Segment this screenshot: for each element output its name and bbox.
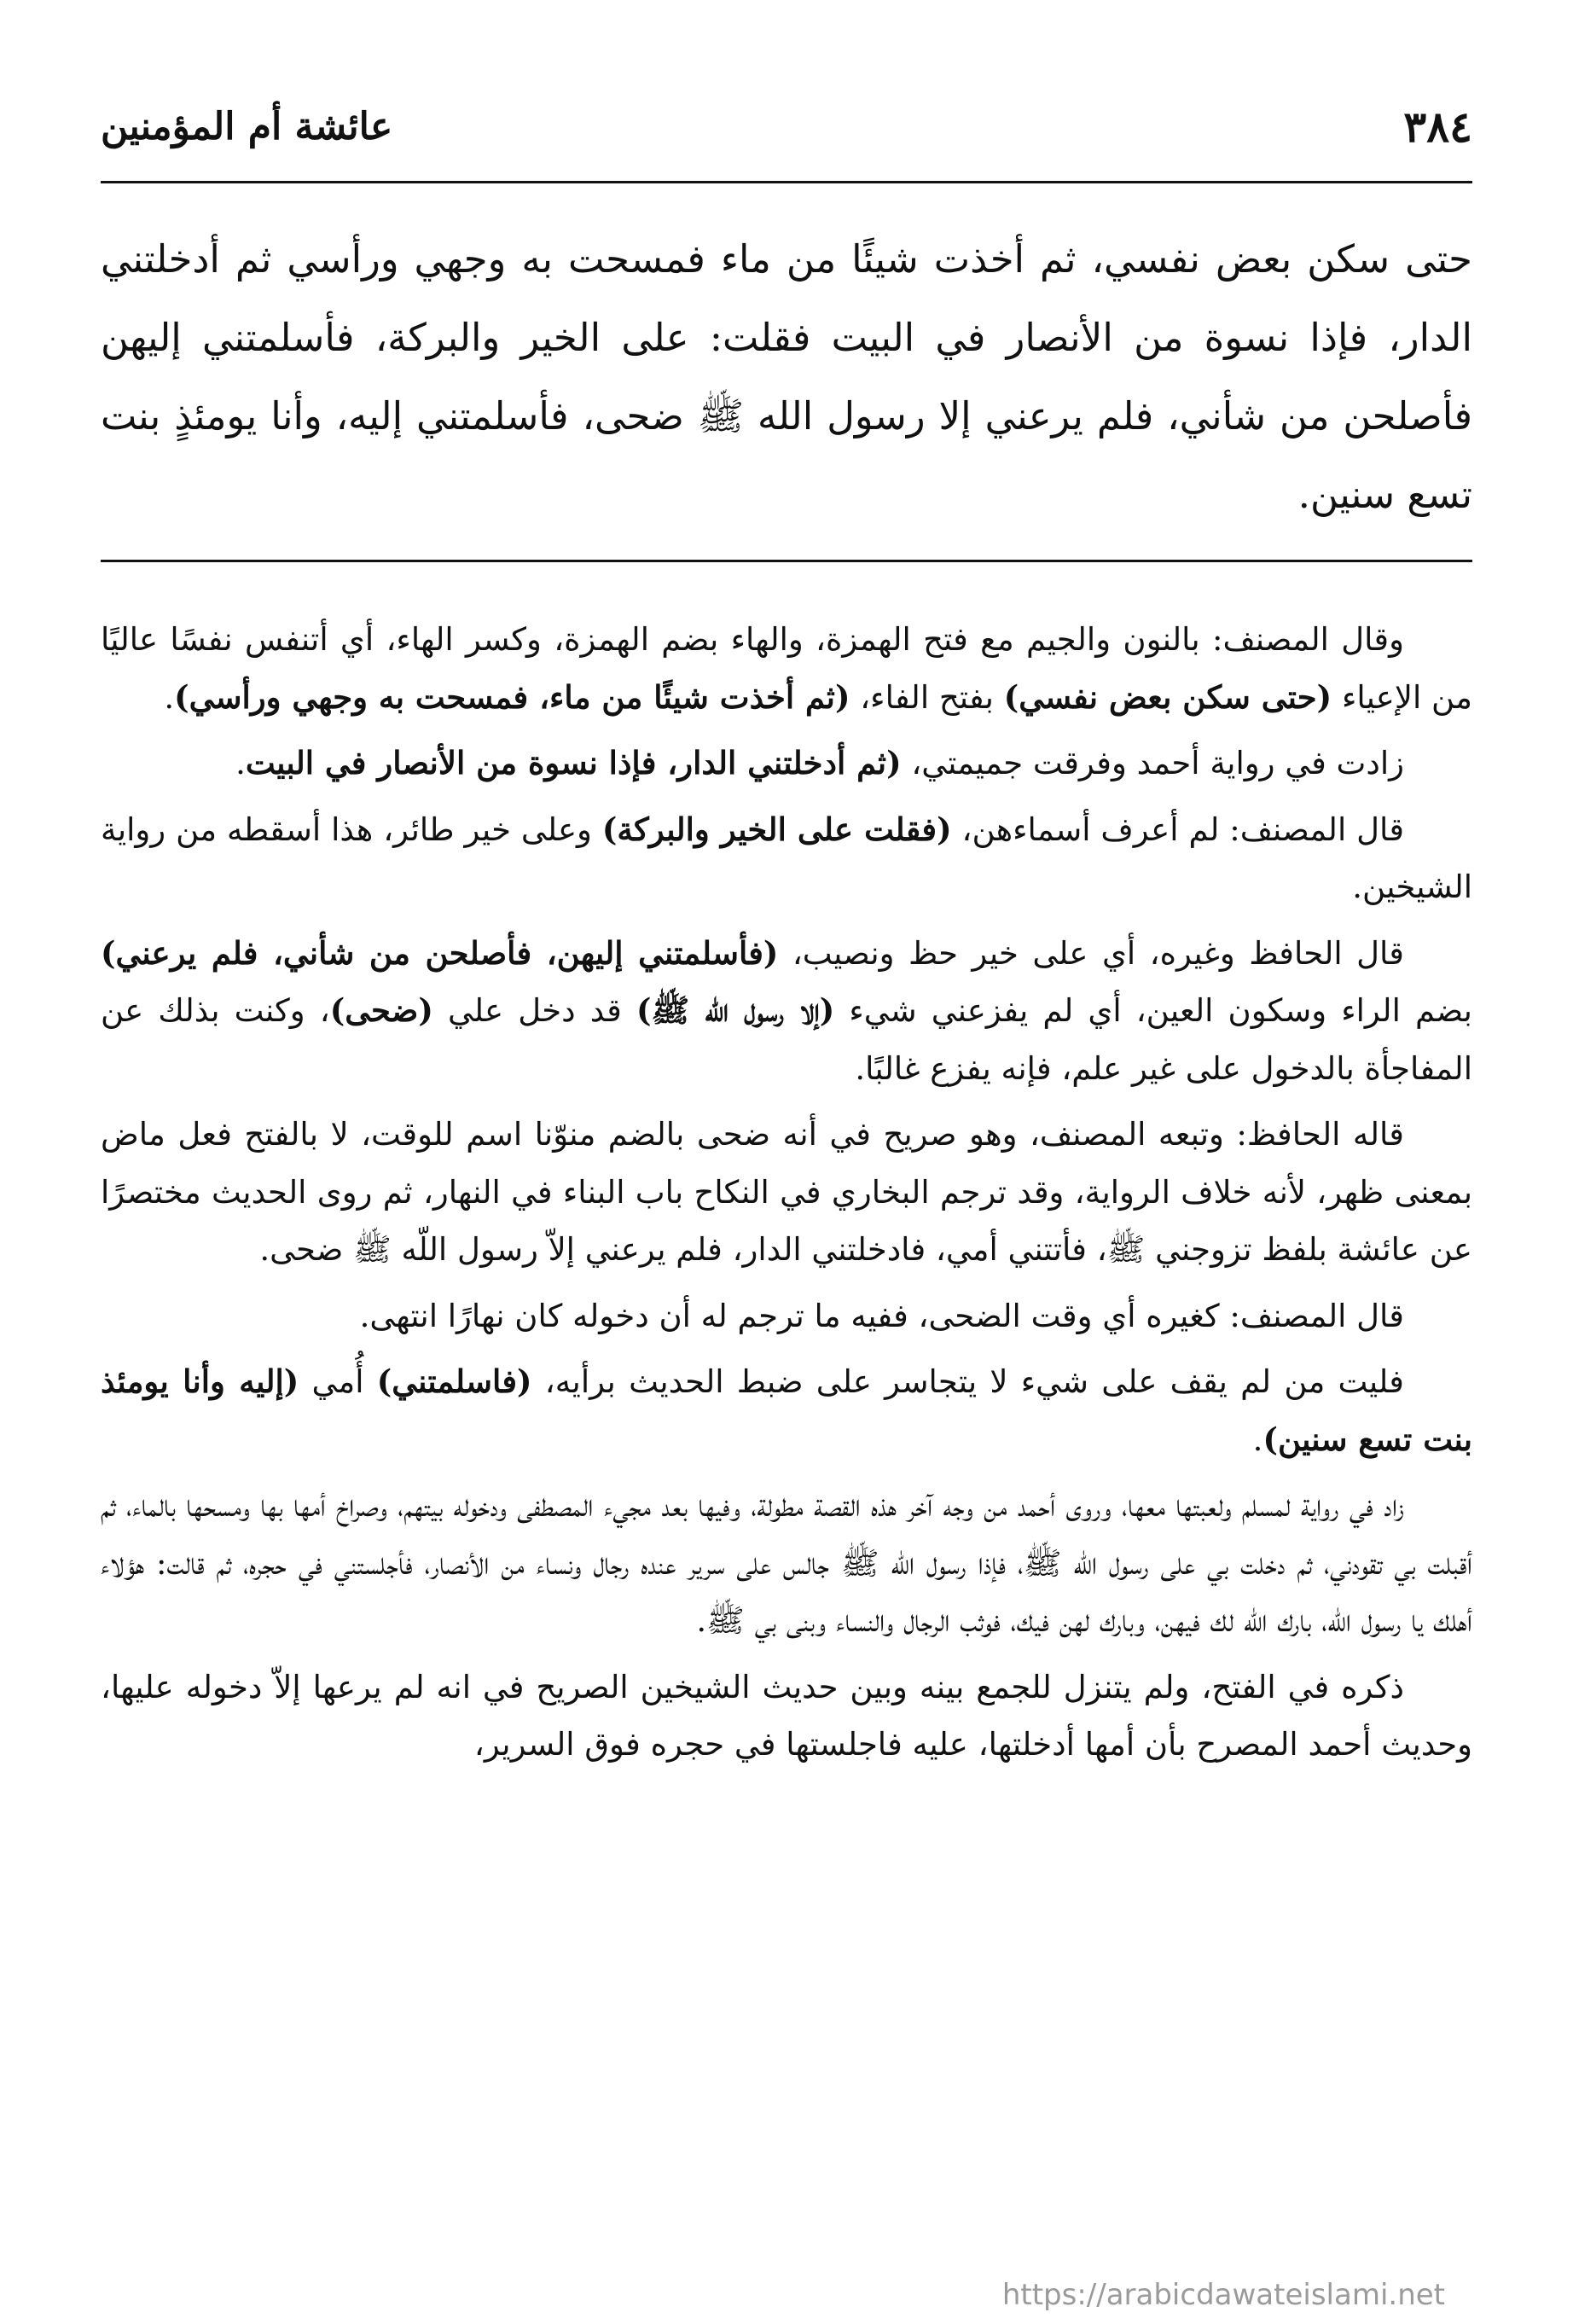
quoted-text: (حتى سكن بعض نفسي) — [1003, 677, 1332, 716]
commentary-paragraph-2 — [101, 735, 1472, 793]
quoted-text: (فأسلمتني إليهن، فأصلحن من شأني، فلم يرعني) — [101, 933, 779, 972]
plain-text: وعلى خير طائر، هذا أسقطه من رواية الشيخين. — [101, 810, 1472, 905]
commentary-paragraph-3 — [101, 801, 1472, 916]
commentary-paragraph-9: ذكره في الفتح، ولم يتنزل للجمع بينه وبين حديث الشيخين الصريح في انه لم يرعها إلاّ دخوله عليها، وحديث أحمد المصرح بأن أمها أدخلتها، عليه فاجلستها في حجره فوق السرير، — [101, 1668, 1472, 1763]
plain-text: قال الحافظ وغيره، أي على خير حظ ونصيب، — [778, 934, 1404, 972]
plain-text: . — [235, 745, 246, 781]
commentary-paragraph-1 — [101, 611, 1472, 726]
quoted-text: (إلا رسول الله ﷺ) — [636, 991, 835, 1029]
quoted-text: (فقلت على الخير والبركة) — [601, 810, 952, 848]
plain-text: ، وكنت بذلك عن المفاجأة بالدخول على غير علم، فإنه يفزع غالبًا. — [101, 992, 1472, 1087]
commentary-block — [101, 611, 1472, 1782]
plain-text: وقال المصنف: بالنون والجيم مع فتح الهمزة، والهاء بضم الهمزة، وكسر الهاء، أي أتنفس نفسًا عاليًا من الإعياء — [101, 621, 1472, 716]
page-header — [101, 92, 1472, 160]
commentary-paragraph-7 — [101, 1353, 1472, 1468]
quoted-text: (إليه وأنا يومئذ بنت تسع سنين) — [101, 1362, 1472, 1458]
quoted-text: (ثم أدخلتني الدار، فإذا نسوة من الأنصار في البيت — [245, 744, 902, 781]
book-title: عائشة أم المؤمنين — [101, 104, 393, 148]
commentary-paragraph-5: قاله الحافظ: وتبعه المصنف، وهو صريح في أنه ضحى بالضم منوّنا اسم للوقت، لا بالفتح فعل ماض بمعنى ظهر، لأنه خلاف الرواية، وقد ترجم البخاري في النكاح باب البناء في النهار، ثم روى الحديث مختصرًا عن عائشة بلفظ تزوجني ﷺ، فأتتني أمي، فادخلتني الدار، فلم يرعني إلاّ رسول اللّه ﷺ ضحى. — [101, 1116, 1472, 1268]
plain-text: زادت في رواية أحمد وفرقت جميمتي، — [901, 745, 1404, 781]
plain-text: أُمي — [299, 1363, 377, 1400]
page-number: ٣٨٤ — [1403, 101, 1472, 152]
plain-text: فليت من لم يقف على شيء لا يتجاسر على ضبط الحديث برأيه، — [531, 1363, 1404, 1400]
plain-text: بفتح الفاء، — [850, 678, 1004, 716]
plain-text: بضم الراء وسكون العين، أي لم يفزعني شيء — [834, 992, 1472, 1029]
commentary-paragraph-8: زاد في رواية لمسلم ولعبتها معها، وروى أحمد من وجه آخر هذه القصة مطولة، وفيها بعد مجيء المصطفى ودخوله بيتهم، وصراخ أمها بها ومسحها بالماء، ثم أقبلت بي تقودني، ثم دخلت بي على رسول اللّه ﷺ، فإذا رسول اللّه ﷺ جالس على سرير عنده رجال ونساء من الأنصار، فأجلستني في حجره، ثم قالت: هؤلاء أهلك يا رسول اللّه، بارك اللّه لك فيهن، وبارك لهن فيك، فوثب الرجال والنساء وبنى بي ﷺ. — [101, 1487, 1472, 1639]
header-divider — [101, 181, 1472, 183]
quoted-text: (فاسلمتني) — [376, 1362, 532, 1400]
commentary-paragraph-6: قال المصنف: كغيره أي وقت الضحى، ففيه ما ترجم له أن دخوله كان نهارًا انتهى. — [359, 1297, 1404, 1334]
commentary-paragraph-4 — [101, 925, 1472, 1098]
section-divider — [101, 560, 1472, 562]
watermark-url: https://arabicdawateislami.net — [1001, 2278, 1445, 2312]
plain-text: . — [164, 678, 175, 716]
plain-text: . — [1252, 1421, 1263, 1458]
quoted-text: (ضحى) — [329, 991, 433, 1029]
hadith-text-block — [101, 220, 1472, 534]
plain-text: قال المصنف: لم أعرف أسماءهن، — [951, 810, 1404, 848]
hadith-paragraph: حتى سكن بعض نفسي، ثم أخذت شيئًا من ماء فمسحت به وجهي ورأسي ثم أدخلتني الدار، فإذا نسوة من الأنصار في البيت فقلت: على الخير والبركة، فأسلمتني إليهن فأصلحن من شأني، فلم يرعني إلا رسول الله ﷺ ضحى، فأسلمتني إليه، وأنا يومئذٍ بنت تسع سنين. — [101, 236, 1472, 517]
plain-text: قد دخل علي — [432, 992, 636, 1029]
quoted-text: (ثم أخذت شيئًا من ماء، فمسحت به وجهي ورأسي) — [174, 677, 850, 716]
